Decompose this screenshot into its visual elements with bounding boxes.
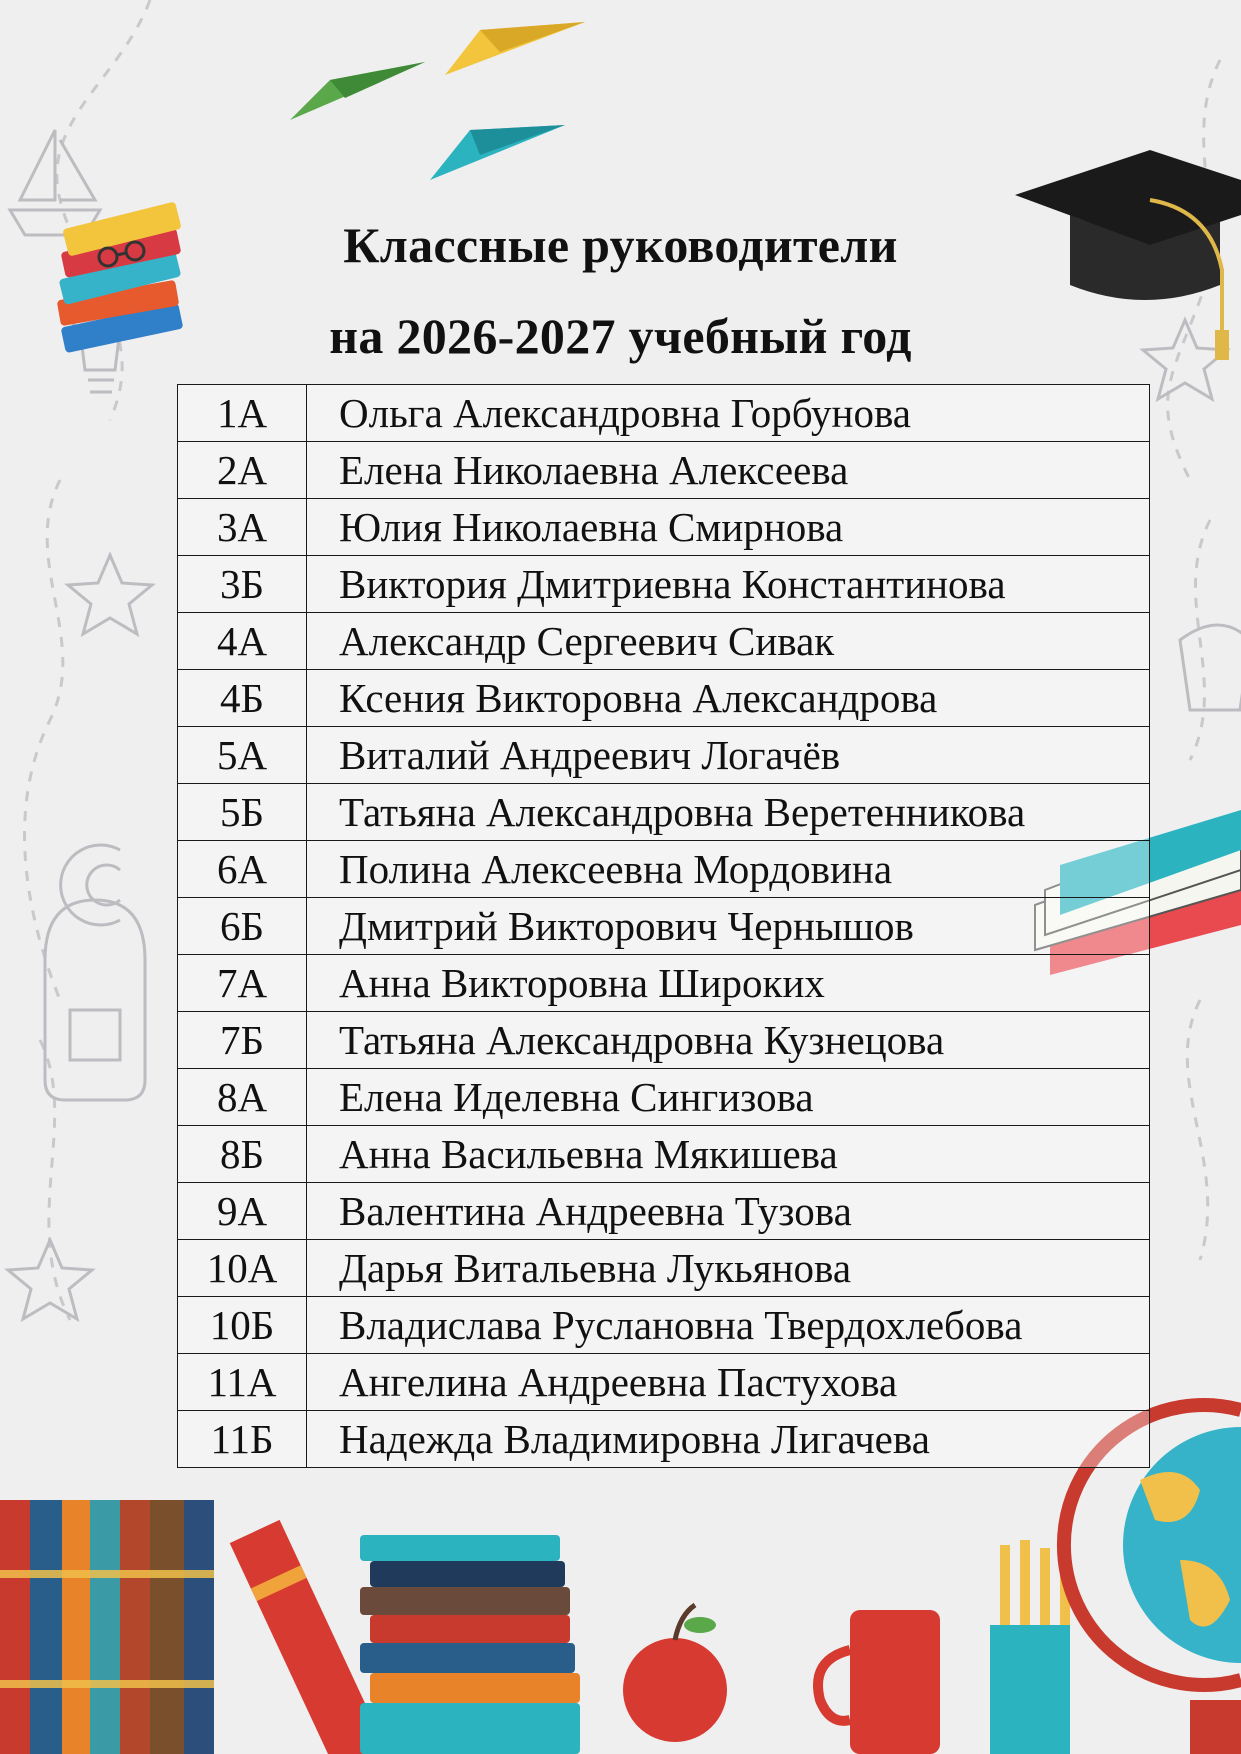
class-cell: 8А	[178, 1069, 307, 1126]
page-subtitle: на 2026-2027 учебный год	[329, 308, 912, 364]
table-row	[178, 670, 1150, 727]
table-row	[178, 385, 1150, 442]
pencil-cup-icon	[990, 1540, 1070, 1754]
class-cell: 4А	[178, 613, 307, 670]
class-cell: 6Б	[178, 898, 307, 955]
class-cell: 5Б	[178, 784, 307, 841]
teacher-cell: Ксения Викторовна Александрова	[307, 670, 1150, 727]
page-title: Классные руководители	[343, 217, 898, 273]
table-row	[178, 1297, 1150, 1354]
teacher-cell: Ольга Александровна Горбунова	[307, 385, 1150, 442]
class-cell: 7А	[178, 955, 307, 1012]
class-cell: 3Б	[178, 556, 307, 613]
table-row	[178, 499, 1150, 556]
class-cell: 8Б	[178, 1126, 307, 1183]
class-cell: 3А	[178, 499, 307, 556]
table-row	[178, 955, 1150, 1012]
star-doodle-icon	[68, 555, 152, 634]
table-row	[178, 613, 1150, 670]
class-cell: 1А	[178, 385, 307, 442]
table-row	[178, 727, 1150, 784]
table-row	[178, 898, 1150, 955]
teacher-cell: Надежда Владимировна Лигачева	[307, 1411, 1150, 1468]
class-cell: 6А	[178, 841, 307, 898]
teacher-cell: Валентина Андреевна Тузова	[307, 1183, 1150, 1240]
table-row	[178, 1354, 1150, 1411]
table-row	[178, 442, 1150, 499]
paper-plane-green-icon	[290, 62, 425, 120]
teacher-cell: Александр Сергеевич Сивак	[307, 613, 1150, 670]
class-cell: 4Б	[178, 670, 307, 727]
class-cell: 5А	[178, 727, 307, 784]
teacher-cell: Татьяна Александровна Веретенникова	[307, 784, 1150, 841]
teacher-cell: Виктория Дмитриевна Константинова	[307, 556, 1150, 613]
hat-doodle-icon	[1180, 625, 1241, 710]
table-row	[178, 784, 1150, 841]
paper-plane-yellow-icon	[445, 22, 585, 75]
class-cell: 11А	[178, 1354, 307, 1411]
mug-icon	[818, 1610, 940, 1754]
backpack-doodle-icon	[45, 900, 145, 1100]
teacher-cell: Анна Васильевна Мякишева	[307, 1126, 1150, 1183]
class-cell: 11Б	[178, 1411, 307, 1468]
book-stack-icon	[360, 1535, 580, 1754]
teacher-cell: Юлия Николаевна Смирнова	[307, 499, 1150, 556]
magnet-doodle-icon	[61, 845, 120, 925]
table-row	[178, 841, 1150, 898]
teacher-cell: Елена Николаевна Алексеева	[307, 442, 1150, 499]
table-row	[178, 1240, 1150, 1297]
class-cell: 10А	[178, 1240, 307, 1297]
star-doodle-2-icon	[8, 1240, 92, 1319]
table-row	[178, 1012, 1150, 1069]
teacher-cell: Виталий Андреевич Логачёв	[307, 727, 1150, 784]
class-cell: 2А	[178, 442, 307, 499]
paper-plane-teal-icon	[430, 125, 565, 180]
apple-icon	[623, 1605, 727, 1742]
table-row	[178, 1069, 1150, 1126]
teacher-cell: Владислава Руслановна Твердохлебова	[307, 1297, 1150, 1354]
class-cell: 9А	[178, 1183, 307, 1240]
table-row	[178, 556, 1150, 613]
teacher-cell: Дарья Витальевна Лукьянова	[307, 1240, 1150, 1297]
bookshelf-icon	[0, 1500, 214, 1754]
class-cell: 10Б	[178, 1297, 307, 1354]
class-cell: 7Б	[178, 1012, 307, 1069]
teacher-cell: Ангелина Андреевна Пастухова	[307, 1354, 1150, 1411]
teacher-cell: Елена Иделевна Сингизова	[307, 1069, 1150, 1126]
table-row	[178, 1183, 1150, 1240]
teacher-cell: Анна Викторовна Широких	[307, 955, 1150, 1012]
teacher-cell: Татьяна Александровна Кузнецова	[307, 1012, 1150, 1069]
class-teachers-table	[177, 384, 1150, 1468]
teacher-cell: Дмитрий Викторович Чернышов	[307, 898, 1150, 955]
teacher-cell: Полина Алексеевна Мордовина	[307, 841, 1150, 898]
table-row	[178, 1126, 1150, 1183]
table-row	[178, 1411, 1150, 1468]
